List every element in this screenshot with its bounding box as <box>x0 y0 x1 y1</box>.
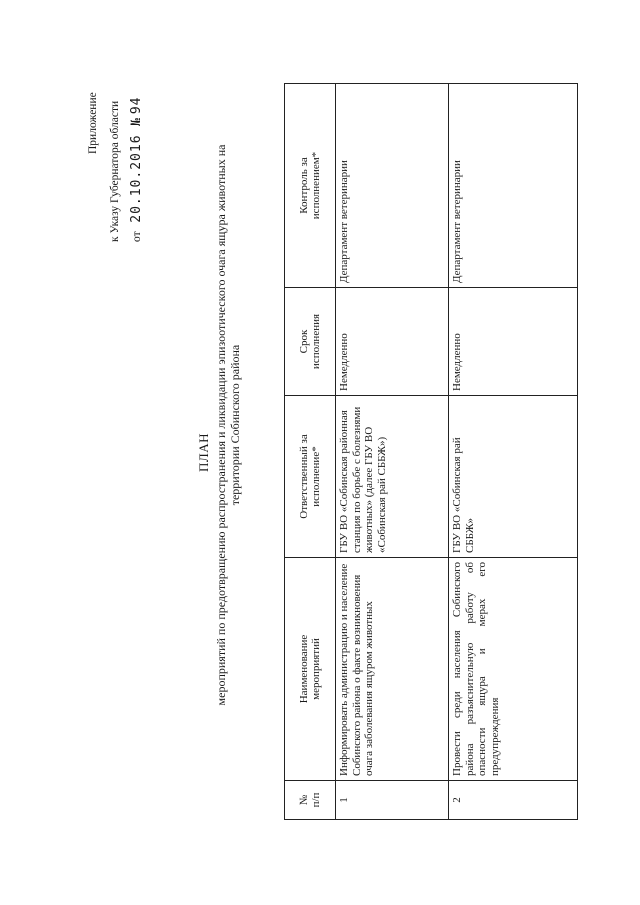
row-number: 2 <box>449 781 578 820</box>
row-control: Департамент ветеринарии <box>449 84 578 288</box>
appendix-decree-ref: к Указу Губернатора области <box>109 100 121 242</box>
plan-subtitle-line-1: мероприятий по предотвращению распространения и ликвидации эпизоотического очага ящура животных на <box>214 144 228 706</box>
appendix-block <box>82 40 148 250</box>
appendix-label: Приложение <box>87 92 99 154</box>
plan-subtitle-line-2: территории Собинского района <box>228 344 242 506</box>
row-responsible: ГБУ ВО «Собинская рай СББЖ» <box>449 396 578 558</box>
plan-title: ПЛАН <box>196 433 211 472</box>
header-number: № п/п <box>285 781 336 820</box>
row-number: 1 <box>336 781 449 820</box>
row-measure-name: Информировать администрацию и население Собинского района о факте возникновения очага заболевания ящуром животных <box>336 558 449 781</box>
row-measure-name: Провести среди населения Собинского района разъяснительную работу об опасности ящура и мерах его предупреждения <box>449 558 578 781</box>
appendix-number-sign: № <box>129 117 144 126</box>
appendix-number: 94 <box>129 96 144 115</box>
table-header-row <box>285 84 336 820</box>
measures-table <box>284 83 578 820</box>
row-responsible: ГБУ ВО «Собинская районная станция по борьбе с болезнями животных» (далее ГБУ ВО «Собинская рай СББЖ») <box>336 396 449 558</box>
row-control: Департамент ветеринарии <box>336 84 449 288</box>
appendix-date: 20.10.2016 <box>129 134 144 223</box>
header-measure-name: Наименование мероприятий <box>285 558 336 781</box>
row-deadline: Немедленно <box>449 288 578 396</box>
table-row <box>336 84 449 820</box>
plan-subtitle <box>214 125 242 725</box>
header-deadline: Срок исполнения <box>285 288 336 396</box>
appendix-from-prefix: от <box>131 231 143 242</box>
appendix-date-line <box>126 40 148 250</box>
table-row <box>449 84 578 820</box>
header-control: Контроль за исполнением* <box>285 84 336 288</box>
header-responsible: Ответственный за исполнение* <box>285 396 336 558</box>
row-deadline: Немедленно <box>336 288 449 396</box>
